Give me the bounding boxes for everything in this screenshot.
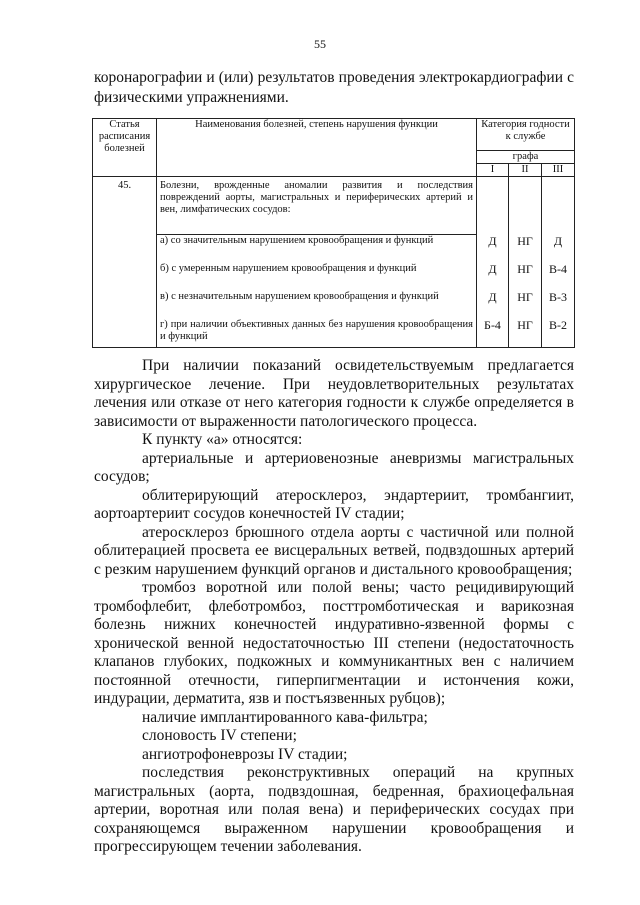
intro-paragraph <box>94 68 574 108</box>
paragraph: атеросклероз брюшного отдела аорты с частичной или полной облитерацией просвета ее висцеральных ветвей, подвздошных артерий с резким нарушением функций органов и дистального кровообращения; <box>94 523 574 578</box>
header-column-group: графа <box>477 151 575 164</box>
table-row <box>93 235 575 264</box>
header-col-1: I <box>477 164 509 177</box>
header-col-3: III <box>542 164 575 177</box>
page-number: 55 <box>314 37 326 51</box>
header-row <box>93 119 575 151</box>
grade-d-1: Б-4 <box>477 319 509 348</box>
header-col-2: II <box>509 164 542 177</box>
table-row <box>93 319 575 348</box>
grade-a-3: Д <box>542 235 575 264</box>
paragraph: слоновость IV степени; <box>142 727 297 744</box>
paragraph: артериальные и артериовенозные аневризмы магистральных сосудов; <box>94 449 574 485</box>
paragraph: При наличии показаний освидетельствуемым предлагается хирургическое лечение. При неудовлетворительных результатах лечения или отказе от него категория годности к службе определяется в зависимости от выраженности патологического процесса. <box>94 357 574 430</box>
paragraph: тромбоз воротной или полой вены; часто рецидивирующий тромбофлебит, флеботромбоз, посттромботическая и варикозная болезнь нижних конечностей индуративно-язвенной формы с хронической венной недостаточностью III степени (недостаточность клапанов глубоких, подкожных и коммуникантных вен с наличием постоянной отечности, гиперпигментации и истончения кожи, индурации, дерматита, язв и постъязвенных рубцов); <box>94 579 574 707</box>
intro-text: коронарографии и (или) результатов проведения электрокардиографии с физическими упражнениями. <box>94 69 574 106</box>
disease-schedule-table <box>92 118 575 348</box>
grade-a-1: Д <box>477 235 509 264</box>
body-text <box>94 357 574 857</box>
grade-a-2: НГ <box>509 235 542 264</box>
grade-d-2: НГ <box>509 319 542 348</box>
paragraph: К пункту «а» относятся: <box>142 431 303 448</box>
grade-b-1: Д <box>477 263 509 291</box>
paragraph: последствия реконструктивных операций на крупных магистральных (аорта, подвздошная, бедренная, брахиоцефальная артерии, воротная или полая вена) и периферических сосудах при сохраняющемся выраженном нарушении кровообращения и прогрессирующем течении заболевания. <box>94 764 574 855</box>
grade-b-3: В-4 <box>542 263 575 291</box>
grade-b-2: НГ <box>509 263 542 291</box>
article-number: 45. <box>93 177 157 348</box>
header-article: Статья расписания болезней <box>93 119 157 177</box>
grade-c-2: НГ <box>509 291 542 319</box>
paragraph: ангиотрофоневрозы IV стадии; <box>142 745 348 763</box>
item-b: б) с умеренным нарушением кровообращения и функций <box>157 263 477 291</box>
table-row <box>93 291 575 319</box>
table-row <box>93 263 575 291</box>
header-name: Наименования болезней, степень нарушения функции <box>157 119 477 177</box>
grade-c-1: Д <box>477 291 509 319</box>
item-d: г) при наличии объективных данных без нарушения кровообращения и функций <box>157 319 477 348</box>
grade-d-3: В-2 <box>542 319 575 348</box>
disease-description: Болезни, врожденные аномалии развития и последствия повреждений аорты, магистральных и периферических артерий и вен, лимфатических сосудов: <box>157 177 477 235</box>
header-category: Категория годности к службе <box>477 119 575 151</box>
item-a: а) со значительным нарушением кровообращения и функций <box>157 235 477 264</box>
grade-c-3: В-3 <box>542 291 575 319</box>
paragraph: облитерирующий атеросклероз, эндартериит, тромбангиит, аортоартериит сосудов конечностей IV стадии; <box>94 486 574 522</box>
paragraph: наличие имплантированного кава-фильтра; <box>142 708 428 726</box>
table-row <box>93 177 575 235</box>
item-c: в) с незначительным нарушением кровообращения и функций <box>157 291 477 319</box>
